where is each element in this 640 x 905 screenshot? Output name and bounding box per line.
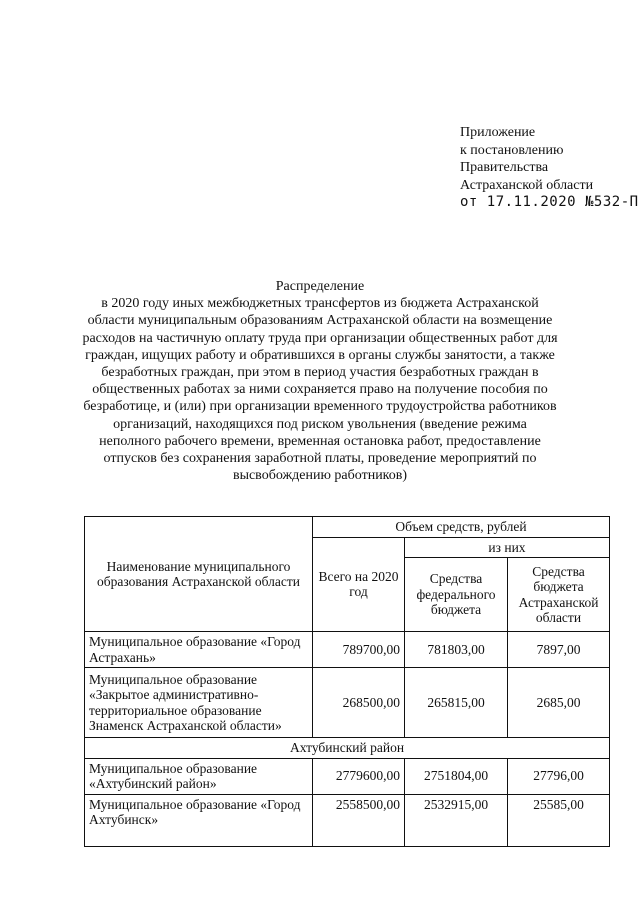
heading-line: в 2020 году иных межбюджетных трансфертов из бюджета Астраханской <box>101 296 539 312</box>
row-total: 2558500,00 <box>313 794 405 846</box>
heading-line: отпусков без сохранения заработной платы, проведение мероприятий по <box>103 451 537 467</box>
row-federal: 2751804,00 <box>405 758 508 794</box>
row-name: Муниципальное образование «Город Астрахань» <box>85 632 313 668</box>
appendix-line: Астраханской области <box>460 177 594 193</box>
header-federal: Средства федерального бюджета <box>405 558 508 632</box>
heading-line: безработице, и (или) при организации временного трудоустройства работников <box>83 399 557 415</box>
row-total: 268500,00 <box>313 668 405 738</box>
heading-line: граждан, ищущих работу и обратившихся в органы службы занятости, а также <box>85 347 555 363</box>
table-row <box>85 632 610 668</box>
heading-line: высвобождению работников) <box>232 468 408 484</box>
appendix-line: Приложение <box>460 125 536 140</box>
row-name: Муниципальное образование «Город Ахтубинск» <box>85 794 313 846</box>
row-total: 789700,00 <box>313 632 405 668</box>
table-row <box>85 668 610 738</box>
header-name: Наименование муниципального образования Астраханской области <box>85 517 313 632</box>
appendix-block <box>460 124 639 212</box>
row-federal: 2532915,00 <box>405 794 508 846</box>
row-total: 2779600,00 <box>313 758 405 794</box>
row-regional: 2685,00 <box>508 668 610 738</box>
row-name: Муниципальное образование «Закрытое административно-территориальное образование Знаменск Астраханской области» <box>85 668 313 738</box>
heading-line: безработных граждан, при этом в период участия безработных граждан в <box>101 365 539 381</box>
heading-line: организаций, находящихся под риском увольнения (введение режима <box>113 416 527 432</box>
section-title: Ахтубинский район <box>85 738 610 759</box>
heading-title: Распределение <box>275 279 365 294</box>
row-regional: 7897,00 <box>508 632 610 668</box>
appendix-date-line: от 17.11.2020 №532-П <box>460 194 639 210</box>
document-heading <box>78 278 562 484</box>
header-total: Всего на 2020 год <box>313 537 405 632</box>
table-row <box>85 794 610 846</box>
table-row <box>85 758 610 794</box>
heading-line: области муниципальным образованиям Астраханской области на возмещение <box>87 313 553 329</box>
row-regional: 27796,00 <box>508 758 610 794</box>
distribution-table <box>84 516 610 847</box>
appendix-line: к постановлению <box>460 142 564 158</box>
row-name: Муниципальное образование «Ахтубинский район» <box>85 758 313 794</box>
heading-line: общественных работах за ними сохраняется право на получение пособия по <box>92 382 548 398</box>
heading-line: неполного рабочего времени, временная остановка работ, предоставление <box>99 433 541 449</box>
heading-line: расходов на частичную оплату труда при организации общественных работ для <box>82 330 558 346</box>
header-regional: Средства бюджета Астраханской области <box>508 558 610 632</box>
row-federal: 781803,00 <box>405 632 508 668</box>
header-volume: Объем средств, рублей <box>313 517 610 538</box>
header-of-which: из них <box>405 537 610 558</box>
row-federal: 265815,00 <box>405 668 508 738</box>
appendix-line: Правительства <box>460 160 549 175</box>
section-row <box>85 738 610 759</box>
row-regional: 25585,00 <box>508 794 610 846</box>
